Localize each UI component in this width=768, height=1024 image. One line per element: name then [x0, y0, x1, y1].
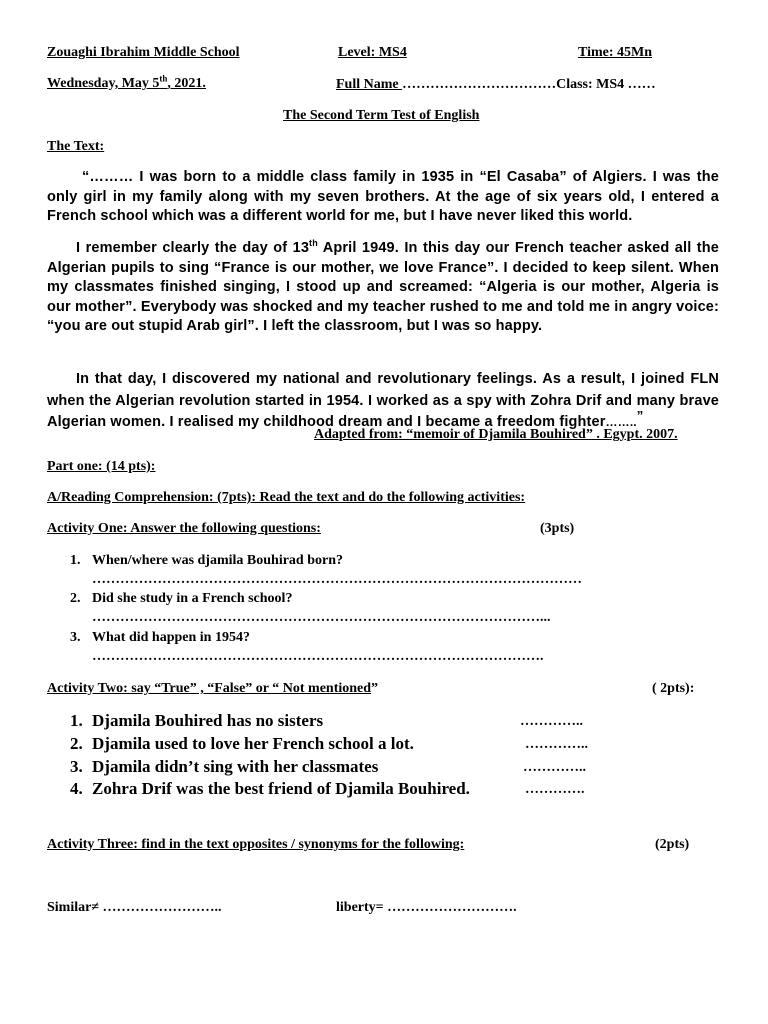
full-name-field[interactable]: …………………………… — [402, 77, 557, 92]
school-name: Zouaghi Ibrahim Middle School — [47, 45, 240, 60]
date-line — [47, 73, 206, 92]
activity-one-title: Activity One: Answer the following questions: — [47, 521, 321, 536]
section-a-heading: A/Reading Comprehension: (7pts): Read the text and do the following activities: — [47, 490, 526, 505]
name-class-line — [336, 77, 656, 93]
statement-4-answer[interactable]: …………. — [525, 782, 585, 797]
liberty-field[interactable]: liberty= ………………………. — [336, 900, 517, 915]
time-label: Time: 45Mn — [578, 45, 653, 60]
p2-post: April 1949. In this day our French teacher asked all the Algerian pupils to sing “France is our mother, we love France”. I decided to keep silent. When my classmates finished singing, I stood up and screamed: “Algeria is our mother, Algeria is our mother”. Everybody was shocked and my teacher rushed to me and told me in angry voice: “you are out stupid Arab girl”. I left the classroom, but I was so happy. — [47, 240, 719, 334]
p2-pre: I remember clearly the day of 13 — [76, 240, 310, 256]
statement-2: 2. Djamila used to love her French school a lot. — [70, 734, 414, 753]
paragraph-3 — [47, 369, 719, 434]
statement-1-answer[interactable]: ………….. — [520, 714, 583, 729]
statement-2-answer[interactable]: ………….. — [525, 737, 588, 752]
activity-two-points: ( 2pts): — [652, 681, 695, 696]
paragraph-2 — [47, 239, 719, 337]
statement-3-answer[interactable]: ………….. — [523, 760, 586, 775]
question-1: 1. When/where was djamila Bouhirad born? — [70, 553, 343, 568]
activity-three-points: (2pts) — [655, 837, 690, 852]
activity-one-points: (3pts) — [540, 521, 575, 536]
date-sup: th — [159, 73, 168, 84]
source-citation: Adapted from: “memoir of Djamila Bouhired” . Egypt. 2007. — [314, 427, 678, 442]
part-one-heading: Part one: (14 pts): — [47, 459, 156, 474]
similar-field[interactable]: Similar≠ …………………….. — [47, 900, 222, 915]
answer-line-3[interactable]: ……………………………………………………………………………………. — [92, 649, 544, 664]
statement-4: 4. Zohra Drif was the best friend of Djamila Bouhired. — [70, 779, 470, 798]
answer-line-1[interactable]: …………………………………………………………………………………………… — [92, 572, 582, 587]
paragraph-1: “……… I was born to a middle class family in 1935 in “El Casaba” of Algiers. I was the only girl in my family along with my seven brothers. At the age of six years old, I entered a French school which was a different world for me, but I have never liked this world. — [47, 169, 719, 224]
level-label: Level: MS4 — [338, 45, 407, 60]
statement-3: 3. Djamila didn’t sing with her classmates — [70, 757, 379, 776]
question-3: 3. What did happen in 1954? — [70, 630, 250, 645]
question-2: 2. Did she study in a French school? — [70, 591, 293, 606]
test-title: The Second Term Test of English — [283, 108, 480, 123]
p3-main: In that day, I discovered my national and revolutionary feelings. As a result, I joined FLN when the Algerian revolution started in 1954. I worked as a spy with Zohra Drif and many brave Algerian women. I realised my childhood dream and I became a freedom fighter — [47, 371, 719, 430]
statement-1: 1. Djamila Bouhired has no sisters — [70, 711, 324, 730]
activity-two-title: Activity Two: say “True” , “False” or “ Not mentioned” — [47, 681, 379, 696]
full-name-label: Full Name — [336, 77, 403, 92]
text-heading: The Text: — [47, 139, 105, 154]
date-post: , 2021. — [167, 76, 206, 91]
p3-dots: …….. — [605, 415, 637, 429]
p3-close-quote: ” — [636, 408, 644, 424]
p2-sup: th — [309, 238, 318, 249]
date-text — [47, 73, 206, 91]
class-label: Class: MS4 …… — [556, 77, 656, 92]
activity-three-title: Activity Three: find in the text opposites / synonyms for the following: — [47, 837, 465, 852]
answer-line-2[interactable]: ……………………………………………………………………………………... — [92, 610, 551, 625]
date-pre: Wednesday, May 5 — [47, 76, 160, 91]
